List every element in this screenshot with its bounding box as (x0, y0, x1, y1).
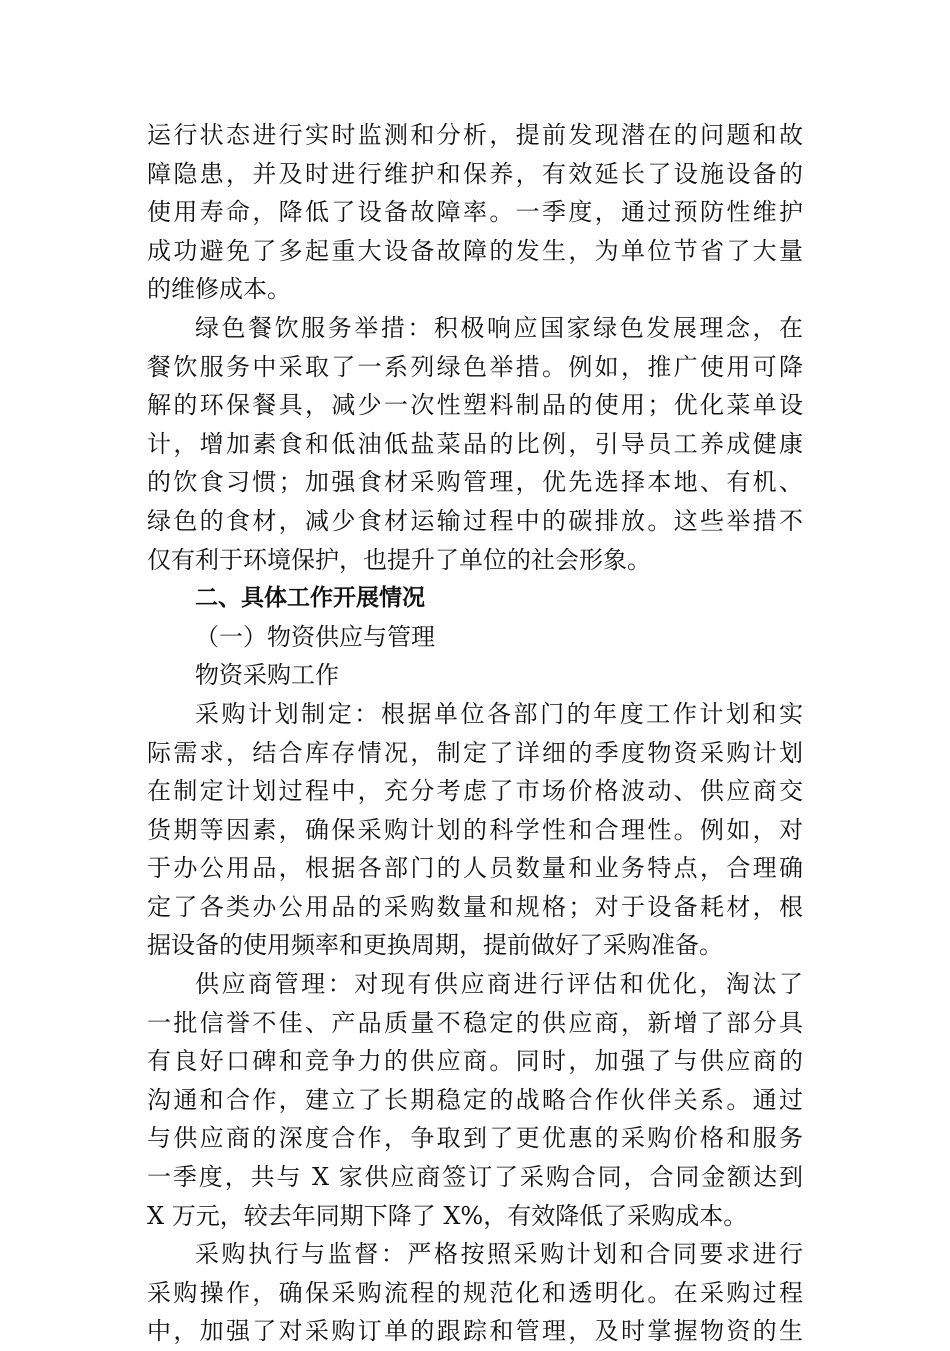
text-line: 采购操作，确保采购流程的规范化和透明化。在采购过程 (147, 1278, 803, 1307)
paragraph-green-catering (147, 309, 803, 579)
text-line: 绿色的食材，减少食材运输过程中的碳排放。这些举措不 (147, 506, 803, 535)
text-line: 与供应商的深度合作，争取到了更优惠的采购价格和服务 (147, 1124, 803, 1153)
section-heading: 二、具体工作开展情况 (195, 585, 425, 612)
text-line: 于办公用品，根据各部门的人员数量和业务特点，合理确 (147, 854, 803, 883)
text-line: 采购计划制定：根据单位各部门的年度工作计划和实 (195, 699, 803, 728)
text-line: 据设备的使用频率和更换周期，提前做好了采购准备。 (147, 931, 723, 960)
subsection-heading: （一）物资供应与管理 (195, 622, 435, 651)
text-line: 一批信誉不佳、产品质量不稳定的供应商，新增了部分具 (147, 1008, 803, 1037)
text-line: X 万元，较去年同期下降了 X%，有效降低了采购成本。 (147, 1201, 748, 1230)
text-line: 餐饮服务中采取了一系列绿色举措。例如，推广使用可降 (147, 352, 803, 381)
document-page (147, 116, 803, 1351)
text-line: 有良好口碑和竞争力的供应商。同时，加强了与供应商的 (147, 1047, 803, 1076)
text-line: 障隐患，并及时进行维护和保养，有效延长了设施设备的 (147, 159, 803, 188)
paragraph-procurement-execution (147, 1235, 803, 1351)
text-line: 供应商管理：对现有供应商进行评估和优化，淘汰了 (195, 970, 803, 999)
text-line: 仅有利于环境保护，也提升了单位的社会形象。 (147, 545, 651, 574)
paragraph-equipment-maintenance (147, 116, 803, 309)
text-line: 定了各类办公用品的采购数量和规格；对于设备耗材，根 (147, 892, 803, 921)
text-line: 的维修成本。 (147, 275, 291, 304)
text-line: 货期等因素，确保采购计划的科学性和合理性。例如，对 (147, 815, 803, 844)
text-line: 解的环保餐具，减少一次性塑料制品的使用；优化菜单设 (147, 391, 803, 420)
text-line: 沟通和合作，建立了长期稳定的战略合作伙伴关系。通过 (147, 1085, 803, 1114)
text-line: 绿色餐饮服务举措：积极响应国家绿色发展理念，在 (195, 313, 803, 342)
text-line: 采购执行与监督：严格按照采购计划和合同要求进行 (195, 1240, 803, 1269)
text-line: 运行状态进行实时监测和分析，提前发现潜在的问题和故 (147, 121, 803, 149)
text-line: 的饮食习惯；加强食材采购管理，优先选择本地、有机、 (147, 468, 803, 497)
paragraph-procurement-plan (147, 695, 803, 965)
text-line: 使用寿命，降低了设备故障率。一季度，通过预防性维护 (147, 198, 803, 227)
text-line: 计，增加素食和低油低盐菜品的比例，引导员工养成健康 (147, 429, 803, 458)
topic-label: 物资采购工作 (195, 661, 339, 690)
text-line: 中，加强了对采购订单的跟踪和管理，及时掌握物资的生 (147, 1317, 803, 1346)
text-line: 成功避免了多起重大设备故障的发生，为单位节省了大量 (147, 236, 803, 265)
text-line: 际需求，结合库存情况，制定了详细的季度物资采购计划 (147, 738, 803, 767)
paragraph-supplier-management (147, 965, 803, 1235)
text-line: 一季度，共与 X 家供应商签订了采购合同，合同金额达到 (147, 1163, 803, 1192)
text-line: 在制定计划过程中，充分考虑了市场价格波动、供应商交 (147, 777, 803, 806)
